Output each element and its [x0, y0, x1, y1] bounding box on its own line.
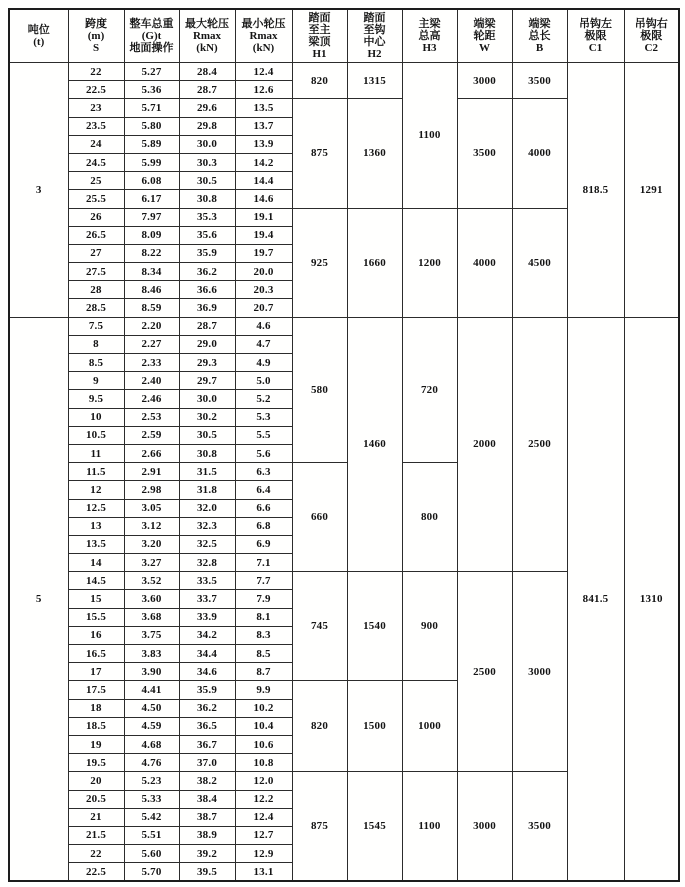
cell-s: 22.5 [68, 863, 124, 882]
cell-rmax: 29.0 [179, 335, 235, 353]
cell-s: 15 [68, 590, 124, 608]
cell-g: 5.23 [124, 772, 179, 790]
cell-w: 2000 [457, 317, 512, 572]
cell-s: 14 [68, 554, 124, 572]
cell-rmax: 38.7 [179, 808, 235, 826]
column-header-h1: 踏面 至主 梁顶 H1 [292, 9, 347, 63]
cell-rmax: 29.7 [179, 372, 235, 390]
cell-g: 8.46 [124, 281, 179, 299]
cell-rmax: 36.2 [179, 699, 235, 717]
cell-s: 19.5 [68, 754, 124, 772]
cell-rmin: 20.7 [235, 299, 292, 317]
cell-s: 15.5 [68, 608, 124, 626]
cell-rmin: 19.1 [235, 208, 292, 226]
cell-rmax: 32.0 [179, 499, 235, 517]
cell-g: 5.71 [124, 99, 179, 117]
cell-s: 27 [68, 244, 124, 262]
cell-rmin: 7.7 [235, 572, 292, 590]
cell-g: 2.33 [124, 354, 179, 372]
cell-g: 2.20 [124, 317, 179, 335]
cell-s: 17.5 [68, 681, 124, 699]
cell-rmin: 7.1 [235, 554, 292, 572]
cell-g: 2.27 [124, 335, 179, 353]
cell-h3: 1100 [402, 772, 457, 882]
cell-g: 5.42 [124, 808, 179, 826]
cell-rmax: 35.6 [179, 226, 235, 244]
cell-rmax: 29.8 [179, 117, 235, 135]
cell-g: 5.99 [124, 153, 179, 171]
column-header-h2: 踏面 至钩 中心 H2 [347, 9, 402, 63]
cell-g: 2.66 [124, 444, 179, 462]
cell-g: 3.52 [124, 572, 179, 590]
cell-h2: 1500 [347, 681, 402, 772]
cell-s: 18.5 [68, 717, 124, 735]
cell-s: 13 [68, 517, 124, 535]
cell-h3: 900 [402, 572, 457, 681]
cell-s: 26.5 [68, 226, 124, 244]
cell-h3: 720 [402, 317, 457, 463]
cell-h2: 1315 [347, 63, 402, 99]
cell-g: 6.17 [124, 190, 179, 208]
cell-rmax: 30.5 [179, 172, 235, 190]
cell-rmin: 10.2 [235, 699, 292, 717]
cell-rmax: 29.3 [179, 354, 235, 372]
cell-g: 5.60 [124, 845, 179, 863]
cell-h2: 1460 [347, 317, 402, 572]
cell-tonnage: 5 [9, 317, 68, 881]
cell-rmin: 12.2 [235, 790, 292, 808]
cell-g: 5.27 [124, 63, 179, 81]
cell-rmax: 30.3 [179, 153, 235, 171]
cell-g: 2.98 [124, 481, 179, 499]
cell-rmax: 28.7 [179, 81, 235, 99]
cell-rmax: 36.9 [179, 299, 235, 317]
cell-rmin: 13.5 [235, 99, 292, 117]
cell-rmax: 28.7 [179, 317, 235, 335]
cell-s: 20.5 [68, 790, 124, 808]
cell-h1: 875 [292, 99, 347, 208]
cell-rmin: 4.7 [235, 335, 292, 353]
cell-g: 3.27 [124, 554, 179, 572]
table-row [9, 63, 679, 81]
cell-rmin: 8.5 [235, 645, 292, 663]
cell-s: 12 [68, 481, 124, 499]
cell-rmin: 6.3 [235, 463, 292, 481]
cell-rmin: 8.1 [235, 608, 292, 626]
cell-rmin: 12.4 [235, 63, 292, 81]
cell-h2: 1660 [347, 208, 402, 317]
cell-g: 2.91 [124, 463, 179, 481]
cell-rmax: 31.8 [179, 481, 235, 499]
cell-rmin: 20.0 [235, 263, 292, 281]
cell-rmax: 36.5 [179, 717, 235, 735]
cell-rmax: 29.6 [179, 99, 235, 117]
cell-rmin: 12.0 [235, 772, 292, 790]
cell-rmax: 31.5 [179, 463, 235, 481]
cell-s: 14.5 [68, 572, 124, 590]
column-header-total-weight: 整车总重 (G)t 地面操作 [124, 9, 179, 63]
cell-rmin: 13.1 [235, 863, 292, 882]
table-body [9, 63, 679, 882]
cell-rmax: 28.4 [179, 63, 235, 81]
cell-w: 3500 [457, 99, 512, 208]
cell-h1: 820 [292, 681, 347, 772]
cell-rmax: 30.0 [179, 390, 235, 408]
cell-c1: 818.5 [567, 63, 624, 318]
cell-rmax: 33.9 [179, 608, 235, 626]
cell-g: 8.22 [124, 244, 179, 262]
cell-h3: 1200 [402, 208, 457, 317]
cell-s: 10.5 [68, 426, 124, 444]
cell-rmin: 8.3 [235, 626, 292, 644]
cell-rmax: 33.5 [179, 572, 235, 590]
cell-g: 5.33 [124, 790, 179, 808]
cell-rmax: 34.2 [179, 626, 235, 644]
cell-rmin: 6.6 [235, 499, 292, 517]
cell-g: 5.36 [124, 81, 179, 99]
cell-rmin: 5.2 [235, 390, 292, 408]
cell-g: 5.80 [124, 117, 179, 135]
header-row [9, 9, 679, 63]
table-row [9, 317, 679, 335]
cell-rmax: 30.8 [179, 444, 235, 462]
cell-b: 2500 [512, 317, 567, 572]
cell-rmin: 10.4 [235, 717, 292, 735]
cell-rmin: 14.4 [235, 172, 292, 190]
cell-s: 23 [68, 99, 124, 117]
cell-g: 8.59 [124, 299, 179, 317]
cell-h2: 1545 [347, 772, 402, 882]
cell-g: 2.40 [124, 372, 179, 390]
cell-b: 4000 [512, 99, 567, 208]
column-header-span: 跨度 (m) S [68, 9, 124, 63]
cell-g: 2.59 [124, 426, 179, 444]
cell-s: 10 [68, 408, 124, 426]
cell-rmax: 36.2 [179, 263, 235, 281]
cell-h2: 1540 [347, 572, 402, 681]
cell-rmax: 35.9 [179, 681, 235, 699]
cell-rmax: 39.2 [179, 845, 235, 863]
cell-g: 8.09 [124, 226, 179, 244]
crane-spec-table [8, 8, 680, 882]
cell-s: 8.5 [68, 354, 124, 372]
cell-s: 16 [68, 626, 124, 644]
cell-s: 24 [68, 135, 124, 153]
cell-rmin: 4.9 [235, 354, 292, 372]
cell-c1: 841.5 [567, 317, 624, 881]
cell-g: 5.89 [124, 135, 179, 153]
cell-w: 2500 [457, 572, 512, 772]
cell-w: 4000 [457, 208, 512, 317]
cell-rmin: 12.9 [235, 845, 292, 863]
cell-s: 20 [68, 772, 124, 790]
column-header-max-wheel-load: 最大轮压 Rmax (kN) [179, 9, 235, 63]
cell-c2: 1310 [624, 317, 679, 881]
cell-g: 7.97 [124, 208, 179, 226]
cell-g: 4.68 [124, 735, 179, 753]
cell-g: 6.08 [124, 172, 179, 190]
cell-rmax: 32.3 [179, 517, 235, 535]
cell-s: 28.5 [68, 299, 124, 317]
cell-rmin: 6.8 [235, 517, 292, 535]
cell-g: 3.83 [124, 645, 179, 663]
cell-g: 3.20 [124, 535, 179, 553]
cell-s: 22.5 [68, 81, 124, 99]
cell-c2: 1291 [624, 63, 679, 318]
cell-rmax: 36.7 [179, 735, 235, 753]
cell-rmin: 10.8 [235, 754, 292, 772]
cell-rmax: 38.4 [179, 790, 235, 808]
cell-h1: 820 [292, 63, 347, 99]
cell-s: 9 [68, 372, 124, 390]
cell-s: 22 [68, 63, 124, 81]
cell-rmax: 38.9 [179, 826, 235, 844]
column-header-h3: 主梁 总高 H3 [402, 9, 457, 63]
cell-g: 3.12 [124, 517, 179, 535]
cell-rmin: 9.9 [235, 681, 292, 699]
column-header-w: 端梁 轮距 W [457, 9, 512, 63]
cell-rmin: 10.6 [235, 735, 292, 753]
cell-rmin: 5.0 [235, 372, 292, 390]
cell-rmax: 39.5 [179, 863, 235, 882]
cell-rmin: 6.4 [235, 481, 292, 499]
cell-s: 7.5 [68, 317, 124, 335]
cell-g: 5.70 [124, 863, 179, 882]
cell-h1: 925 [292, 208, 347, 317]
cell-s: 22 [68, 845, 124, 863]
cell-rmin: 19.4 [235, 226, 292, 244]
cell-g: 2.53 [124, 408, 179, 426]
cell-rmax: 34.6 [179, 663, 235, 681]
cell-s: 18 [68, 699, 124, 717]
cell-rmax: 32.5 [179, 535, 235, 553]
table-header [9, 9, 679, 63]
cell-rmax: 35.3 [179, 208, 235, 226]
cell-rmax: 30.5 [179, 426, 235, 444]
cell-rmin: 12.6 [235, 81, 292, 99]
cell-s: 21 [68, 808, 124, 826]
cell-s: 24.5 [68, 153, 124, 171]
column-header-tonnage: 吨位 (t) [9, 9, 68, 63]
cell-h3: 800 [402, 463, 457, 572]
cell-g: 4.41 [124, 681, 179, 699]
cell-rmax: 30.2 [179, 408, 235, 426]
column-header-c1: 吊钩左 极限 C1 [567, 9, 624, 63]
column-header-c2: 吊钩右 极限 C2 [624, 9, 679, 63]
cell-s: 12.5 [68, 499, 124, 517]
cell-s: 25 [68, 172, 124, 190]
cell-rmin: 5.3 [235, 408, 292, 426]
cell-h1: 580 [292, 317, 347, 463]
cell-g: 4.59 [124, 717, 179, 735]
cell-s: 17 [68, 663, 124, 681]
cell-rmin: 14.2 [235, 153, 292, 171]
cell-s: 8 [68, 335, 124, 353]
cell-s: 28 [68, 281, 124, 299]
cell-s: 13.5 [68, 535, 124, 553]
cell-rmax: 37.0 [179, 754, 235, 772]
cell-g: 3.75 [124, 626, 179, 644]
cell-w: 3000 [457, 63, 512, 99]
cell-b: 3000 [512, 572, 567, 772]
cell-rmin: 4.6 [235, 317, 292, 335]
cell-rmin: 12.7 [235, 826, 292, 844]
cell-s: 27.5 [68, 263, 124, 281]
cell-b: 4500 [512, 208, 567, 317]
cell-s: 9.5 [68, 390, 124, 408]
cell-s: 16.5 [68, 645, 124, 663]
cell-rmax: 30.8 [179, 190, 235, 208]
cell-s: 21.5 [68, 826, 124, 844]
cell-g: 3.90 [124, 663, 179, 681]
cell-g: 3.05 [124, 499, 179, 517]
cell-h1: 875 [292, 772, 347, 882]
cell-rmax: 30.0 [179, 135, 235, 153]
cell-g: 4.76 [124, 754, 179, 772]
cell-rmin: 19.7 [235, 244, 292, 262]
cell-rmin: 14.6 [235, 190, 292, 208]
cell-h3: 1100 [402, 63, 457, 209]
cell-s: 19 [68, 735, 124, 753]
cell-g: 5.51 [124, 826, 179, 844]
cell-rmax: 36.6 [179, 281, 235, 299]
cell-rmin: 7.9 [235, 590, 292, 608]
cell-g: 4.50 [124, 699, 179, 717]
cell-s: 23.5 [68, 117, 124, 135]
cell-rmin: 13.7 [235, 117, 292, 135]
cell-rmax: 35.9 [179, 244, 235, 262]
cell-rmax: 33.7 [179, 590, 235, 608]
cell-rmin: 5.5 [235, 426, 292, 444]
cell-rmax: 32.8 [179, 554, 235, 572]
cell-h2: 1360 [347, 99, 402, 208]
cell-rmax: 34.4 [179, 645, 235, 663]
cell-s: 11 [68, 444, 124, 462]
column-header-min-wheel-load: 最小轮压 Rmax (kN) [235, 9, 292, 63]
cell-rmin: 12.4 [235, 808, 292, 826]
cell-rmax: 38.2 [179, 772, 235, 790]
cell-b: 3500 [512, 772, 567, 882]
cell-g: 2.46 [124, 390, 179, 408]
cell-tonnage: 3 [9, 63, 68, 318]
cell-rmin: 20.3 [235, 281, 292, 299]
cell-h3: 1000 [402, 681, 457, 772]
cell-s: 25.5 [68, 190, 124, 208]
cell-s: 11.5 [68, 463, 124, 481]
cell-g: 3.68 [124, 608, 179, 626]
cell-w: 3000 [457, 772, 512, 882]
cell-g: 8.34 [124, 263, 179, 281]
cell-rmin: 6.9 [235, 535, 292, 553]
column-header-b: 端梁 总长 B [512, 9, 567, 63]
cell-h1: 660 [292, 463, 347, 572]
cell-b: 3500 [512, 63, 567, 99]
cell-s: 26 [68, 208, 124, 226]
cell-rmin: 13.9 [235, 135, 292, 153]
cell-rmin: 8.7 [235, 663, 292, 681]
cell-h1: 745 [292, 572, 347, 681]
cell-g: 3.60 [124, 590, 179, 608]
cell-rmin: 5.6 [235, 444, 292, 462]
